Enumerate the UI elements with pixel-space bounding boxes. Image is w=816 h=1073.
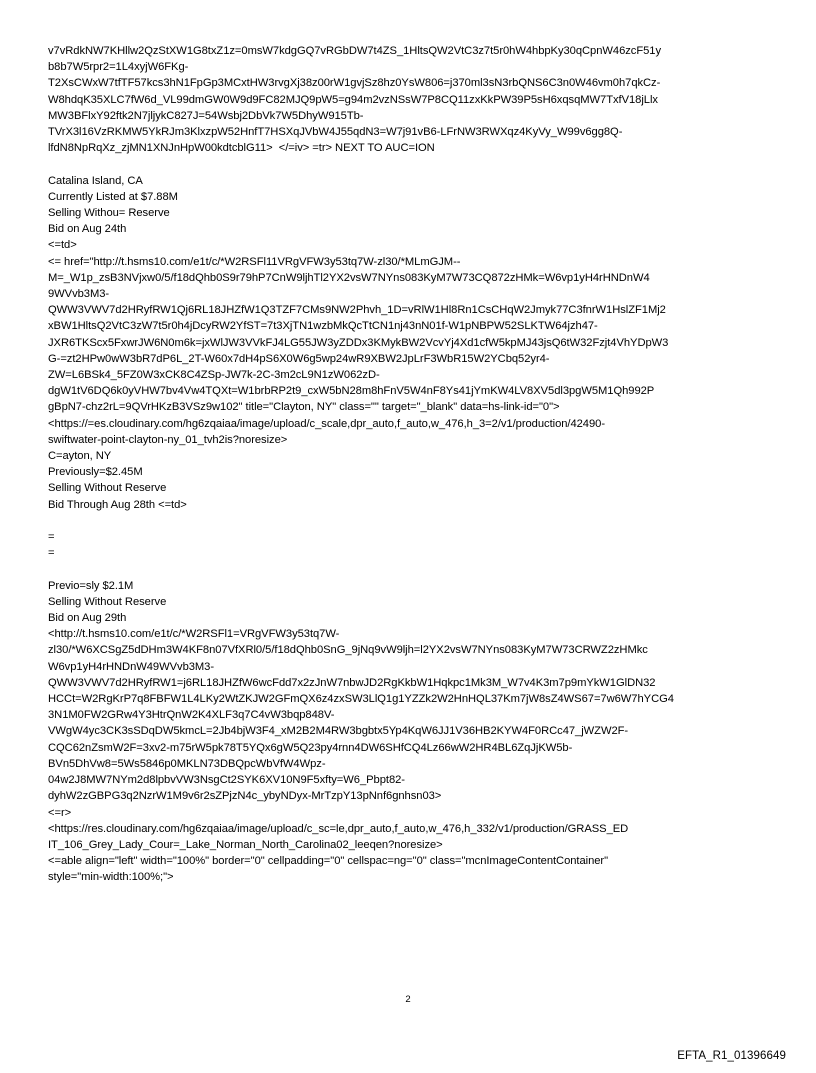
text-line: BVn5DhVw8=5Ws5846p0MKLN73DBQpcWbVfW4Wpz- [48,757,326,770]
text-line: Selling Without Reserve [48,482,167,495]
text-line: JXR6TKScx5FxwrJW6N0m6k=jxWlJW3VVkFJ4LG55JW3yZDDx3KMykBW2VcvYj4Xd1cfW5kpMJ43jsQ6tW32Fzjt4VhYDpW3 [48,336,669,349]
text-line: QWW3VWV7d2HRyfRW1Qj6RL18JHZfW1Q3TZF7CMs9NW2Phvh_1D=vRlW1Hl8Rn1CsCHqW2Jmyk77C3fnrW1HslZF1Mj2 [48,304,666,317]
text-line: = [48,547,55,560]
text-line: Catalina Island, CA [48,174,143,187]
text-line: <https://res.cloudinary.com/hg6zqaiaa/image/upload/c_sc=le,dpr_auto,f_auto,w_476,h_332/v1/production/GRASS_ED [48,822,629,835]
text-line: <=td> [48,239,77,252]
text-line: dyhW2zGBPG3q2NzrW1M9v6r2sZPjzN4c_ybyNDyx-MrTzpY13pNnf6gnhsn03> [48,790,442,803]
text-line: Bid on Aug 24th [48,223,127,236]
text-line: lfdN8NpRqXz_zjMN1XNJnHpW00kdtcblG11> </=iv> =tr> NEXT TO AUC=ION [48,142,435,155]
text-line: CQC62nZsmW2F=3xv2-m75rW5pk78T5YQx6gW5Q23py4rnn4DW6SHfCQ4Lz66wW2HR4BL6ZqJjKW5b- [48,741,573,754]
text-line: 3N1M0FW2GRw4Y3HtrQnW2K4XLF3q7C4vW3bqp848V- [48,709,335,722]
text-line [48,513,778,529]
text-line: <=r> [48,806,72,819]
text-line: <https://=es.cloudinary.com/hg6zqaiaa/image/upload/c_scale,dpr_auto,f_auto,w_476,h_3=2/v1/production/42490- [48,417,606,430]
text-line: style="min-width:100%;"> [48,871,174,884]
text-line: ZW=L6BSk4_5FZ0W3xCK8C4ZSp-JW7k-2C-3m2cL9N1zW062zD- [48,369,380,382]
text-line: swiftwater-point-clayton-ny_01_tvh2is?noresize> [48,433,288,446]
text-line: W8hdqK35XLC7fW6d_VL99dmGW0W9d9FC82MJQ9pW5=g94m2vzNSsW7P8CQ11zxKkPW39P5sH6xqsqMW7TxfV18jLlx [48,93,658,106]
bates-number: EFTA_R1_01396649 [677,1050,786,1062]
text-line: VWgW4yc3CK3sSDqDW5kmcL=2Jb4bjW3F4_xM2B2M4RW3bgbtx5Yp4KqW6JJ1V36HB2KYW4F0RCc47_jWZW2F- [48,725,629,738]
text-line: Previously=$2.45M [48,466,143,479]
text-line: Selling Withou= Reserve [48,207,170,220]
text-line: xBW1HltsQ2VtC3zW7t5r0h4jDcyRW2YfST=7t3XjTN1wzbMkQcTtCN1nj43nN01f-W1pNBPW52SLKTW64jzh47- [48,320,598,333]
page-number: 2 [405,994,411,1005]
text-line: 9WVvb3M3- [48,288,110,301]
text-line: IT_106_Grey_Lady_Cour=_Lake_Norman_North_Carolina02_leeqen?noresize> [48,838,443,851]
text-line: gBpN7-chz2rL=9QVrHKzB3VSz9w102" title="Clayton, NY" class="" target="_blank" data=hs-link-id="0"> [48,401,560,414]
text-line: v7vRdkNW7KHllw2QzStXW1G8txZ1z=0msW7kdgGQ7vRGbDW7t4ZS_1HltsQW2VtC3z7t5r0hW4hbpKy30qCpnW46zcF51y [48,45,661,57]
email-body-text [48,43,778,886]
text-line: dgW1tV6DQ6k0yVHW7bv4Vw4TQXt=W1brbRP2t9_cxW5bN28m8hFnV5W4nF8Ys41jYmKW4LV8XV5dl3pgW5M1Qh992P [48,385,655,398]
text-line: <http://t.hsms10.com/e1t/c/*W2RSFl1=VRgVFW3y53tq7W- [48,628,340,641]
text-line: T2XsCWxW7tfTF57kcs3hN1FpGp3MCxtHW3rvgXj38z00rW1gvjSz8hz0YsW806=j370ml3sN3rbQNS6C3n0W46vm0h7qkCz- [48,77,661,90]
text-line: QWW3VWV7d2HRyfRW1=j6RL18JHZfW6wcFdd7x2zJnW7nbwJD2RgKkbW1Hqkpc1Mk3M_W7v4K3m7p9mYkW1GlDN32 [48,676,656,689]
text-line: Previo=sly $2.1M [48,579,134,592]
text-line [48,156,778,172]
text-line: 04w2J8MW7NYm2d8lpbvVW3NsgCt2SYK6XV10N9F5xfty=W6_Pbpt82- [48,774,405,787]
text-line: W6vp1yH4rHNDnW49WVvb3M3- [48,660,215,673]
text-line: <= href="http://t.hsms10.com/e1t/c/*W2RSFl11VRgVFW3y53tq7W-zl30/*MLmGJM-- [48,255,461,268]
text-line: Selling Without Reserve [48,595,167,608]
text-line: MW3BFlxY92ftk2N7jljykC827J=54Wsbj2DbVk7W5DhyW915Tb- [48,109,364,122]
text-line: Bid on Aug 29th [48,612,127,625]
text-line: <=able align="left" width="100%" border="0" cellpadding="0" cellspac=ng="0" class="mcnImageContentContainer" [48,855,609,868]
text-line: zl30/*W6XCSgZ5dDHm3W4KF8n07VfXRl0/5/f18dQhb0SnG_9jNq9vW9ljh=l2YX2vsW7NYns083KyM7W73CRWZ2zHMkc [48,644,648,657]
text-line: G-=zt2HPw0wW3bR7dP6L_2T-W60x7dH4pS6X0W6g5wp24wR9XBW2JpLrF3WbR15W2YCbq52yr4- [48,352,550,365]
text-line: = [48,531,55,544]
text-line: Currently Listed at $7.88M [48,190,178,203]
text-line: M=_W1p_zsB3NVjxw0/5/f18dQhb0S9r79hP7CnW9ljhTl2YX2vsW7NYns083KyM7W73CQ872zHMk=W6vp1yH4rHNDnW4 [48,271,650,284]
text-line: b8b7W5rpr2=1L4xyjW6FKg- [48,61,189,74]
text-line: Bid Through Aug 28th <=td> [48,498,187,511]
text-line [48,561,778,577]
text-line: TVrX3l16VzRKMW5YkRJm3KlxzpW52HnfT7HSXqJVbW4J55qdN3=W7j91vB6-LFrNW3RWXqz4KyVy_W99v6gg8Q- [48,126,623,139]
text-line: HCCt=W2RgKrP7q8FBFW1L4LKy2WtZKJW2GFmQX6z4zxSW3LlQ1g1YZZk2W2HnHQL37Km7jW8sZ4WS67=7w6W7hYCG4 [48,693,674,706]
text-line: C=ayton, NY [48,450,112,463]
